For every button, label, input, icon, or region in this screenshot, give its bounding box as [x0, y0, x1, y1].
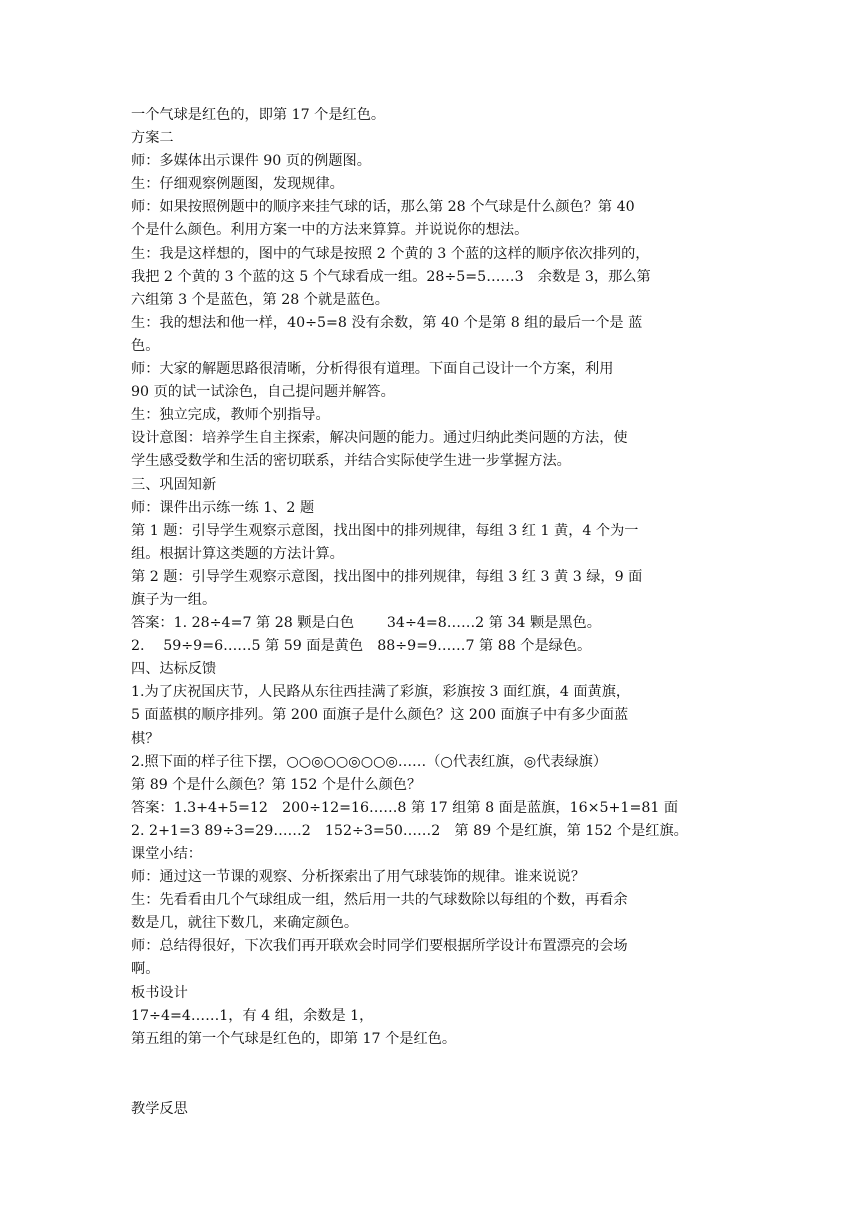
- section-heading: 方案二: [131, 130, 174, 147]
- text-line: 一个气球是红色的，即第 17 个是红色。: [131, 107, 386, 123]
- text-line: 2. 2+1=3 89÷3=29……2 152÷3=50……2 第 89 个是红旗，第 152 个是红旗。: [131, 822, 688, 839]
- text-line: 5 面蓝棋的顺序排列。第 200 面旗子是什么颜色？这 200 面旗子中有多少面蓝: [131, 707, 629, 724]
- text-line: 师：课件出示练一练 1、2 题: [131, 499, 315, 516]
- section-heading: 板书设计: [131, 984, 188, 1001]
- text-line: 师：总结得很好，下次我们再开联欢会时同学们要根据所学设计布置漂亮的会场: [131, 938, 628, 955]
- text-line: 答案：1.3+4+5=12 200÷12=16……8 第 17 组第 8 面是蓝旗，16×5+1=81 面: [131, 799, 679, 816]
- text-line: 生：我是这样想的，图中的气球是按照 2 个黄的 3 个蓝的这样的顺序依次排列的，: [131, 245, 650, 262]
- document-page: [131, 104, 731, 1121]
- text-line: 师：通过这一节课的观察、分析探索出了用气球装饰的规律。谁来说说？: [131, 869, 586, 886]
- text-line: 生：仔细观察例题图，发现规律。: [131, 176, 344, 193]
- section-heading: 课堂小结：: [131, 846, 202, 862]
- text-line: 第五组的第一个气球是红色的，即第 17 个是红色。: [131, 1030, 457, 1047]
- text-line: 生：我的想法和他一样，40÷5=8 没有余数，第 40 个是第 8 组的最后一个是 蓝: [131, 314, 643, 331]
- text-line: 2.照下面的样子往下摆，○○◎○○◎○○◎……（○代表红旗，◎代表绿旗）: [131, 753, 608, 770]
- text-line: 师：如果按照例题中的顺序来挂气球的话，那么第 28 个气球是什么颜色？第 40: [131, 199, 635, 216]
- text-line: 棋？: [131, 730, 160, 747]
- section-heading: 四、达标反馈: [131, 661, 217, 678]
- section-heading: 三、巩固知新: [131, 476, 217, 493]
- text-line: 1.为了庆祝国庆节，人民路从东往西挂满了彩旗，彩旗按 3 面红旗，4 面黄旗，: [131, 684, 631, 701]
- text-line: 师：多媒体出示课件 90 页的例题图。: [131, 153, 371, 170]
- text-line: 17÷4=4……1，有 4 组，余数是 1，: [131, 1007, 374, 1024]
- text-line: 数是几，就往下数几，来确定颜色。: [131, 915, 359, 932]
- text-line: 生：先看看由几个气球组成一组，然后用一共的气球数除以每组的个数，再看余: [131, 892, 628, 909]
- text-line: 个是什么颜色。利用方案一中的方法来算算。并说说你的想法。: [131, 222, 529, 239]
- text-line: 第 2 题：引导学生观察示意图，找出图中的排列规律，每组 3 红 3 黄 3 绿，9 面: [131, 568, 643, 585]
- text-line: 色。: [131, 337, 160, 354]
- text-line: 第 89 个是什么颜色？第 152 个是什么颜色？: [131, 776, 422, 793]
- text-line: 旗子为一组。: [131, 591, 217, 608]
- text-line: 组。根据计算这类题的方法计算。: [131, 545, 344, 562]
- text-line: 生：独立完成，教师个别指导。: [131, 407, 330, 424]
- text-line: 答案：1. 28÷4=7 第 28 颗是白色 34÷4=8……2 第 34 颗是黑色。: [131, 615, 601, 632]
- text-line: 六组第 3 个是蓝色，第 28 个就是蓝色。: [131, 291, 389, 308]
- text-line: 我把 2 个黄的 3 个蓝的这 5 个气球看成一组。28÷5=5……3 余数是 3，那么第: [131, 268, 651, 285]
- text-line: 师：大家的解题思路很清晰，分析得很有道理。下面自己设计一个方案，利用: [131, 361, 614, 378]
- text-line: 啊。: [131, 961, 160, 978]
- text-line: 设计意图：培养学生自主探索，解决问题的能力。通过归纳此类问题的方法，使: [131, 430, 628, 447]
- text-line: 学生感受数学和生活的密切联系，并结合实际使学生进一步掌握方法。: [131, 453, 571, 470]
- blank-space: [131, 1051, 731, 1098]
- section-heading: 教学反思: [131, 1100, 188, 1117]
- text-line: 90 页的试一试涂色，自己提问题并解答。: [131, 384, 395, 401]
- text-line: 第 1 题：引导学生观察示意图，找出图中的排列规律，每组 3 红 1 黄，4 个为一: [131, 522, 639, 539]
- text-line: 2. 59÷9=6……5 第 59 面是黄色 88÷9=9……7 第 88 个是绿色。: [131, 638, 592, 655]
